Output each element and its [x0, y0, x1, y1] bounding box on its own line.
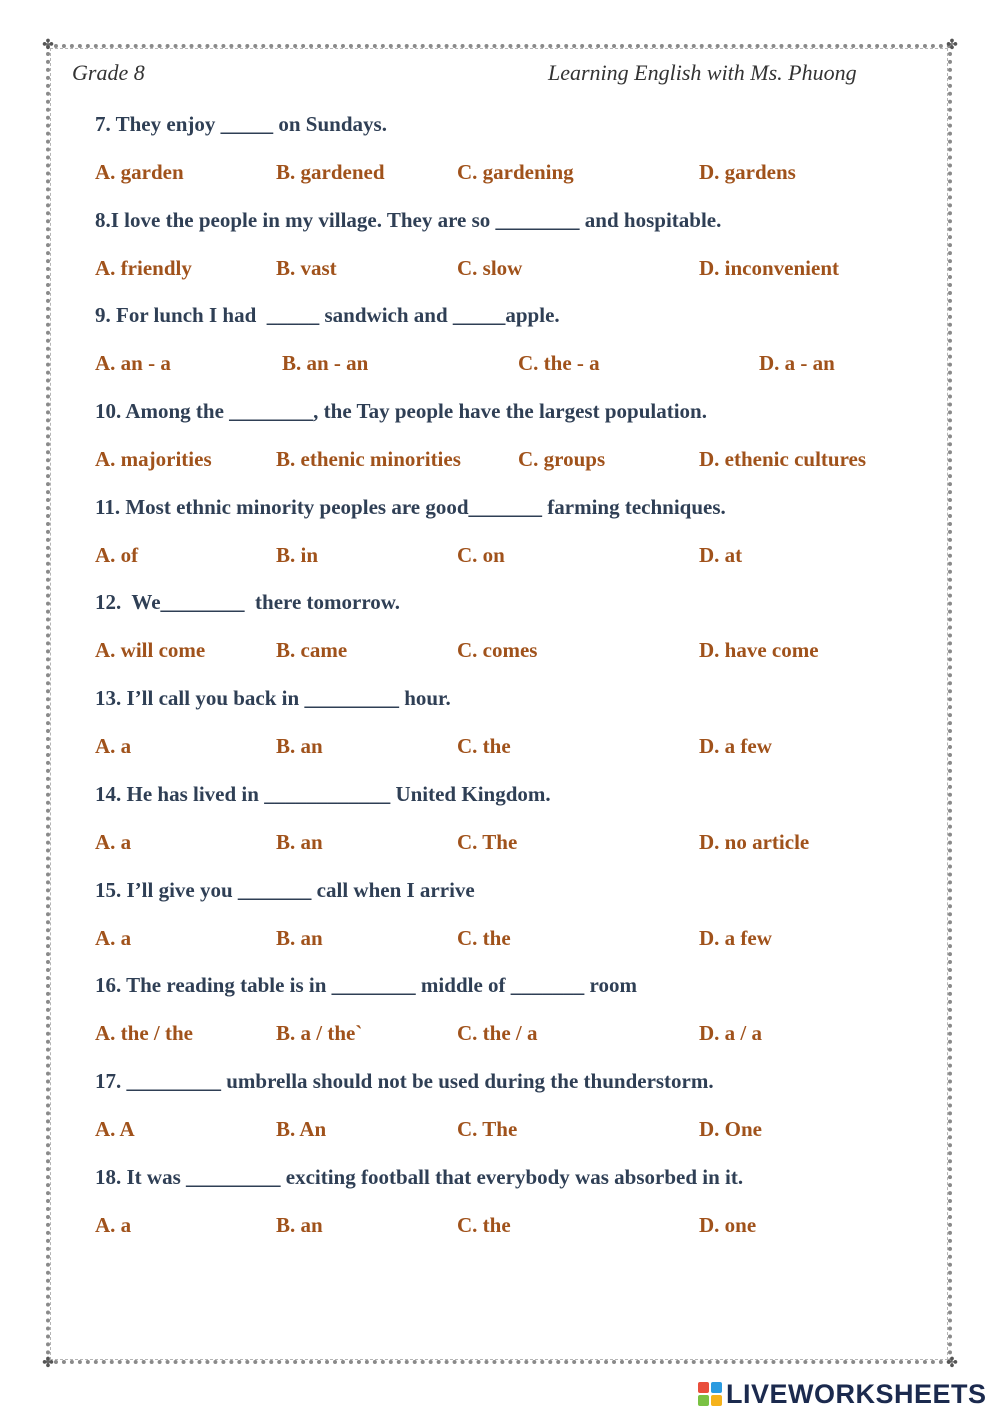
- option-c[interactable]: C. The: [457, 829, 518, 854]
- option-c[interactable]: C. slow: [457, 255, 523, 280]
- option-c[interactable]: C. The: [457, 1116, 518, 1141]
- question-18: [95, 1161, 915, 1257]
- question-text: 13. I’ll call you back in _________ hour.: [95, 686, 451, 711]
- question-12: [95, 586, 915, 682]
- logo-tile: [698, 1395, 709, 1406]
- logo-tile: [698, 1382, 709, 1393]
- option-c[interactable]: C. the: [457, 1212, 511, 1237]
- question-7: [95, 108, 915, 204]
- question-11: [95, 491, 915, 587]
- option-b[interactable]: B. gardened: [276, 160, 385, 184]
- question-list: [95, 108, 915, 1256]
- option-d[interactable]: D. gardens: [699, 160, 796, 184]
- option-b[interactable]: B. ethenic minorities: [276, 447, 461, 472]
- option-c[interactable]: C. the / a: [457, 1021, 538, 1046]
- option-d[interactable]: D. a few: [699, 925, 772, 950]
- option-a[interactable]: A. a: [95, 734, 132, 759]
- question-14: [95, 778, 915, 874]
- option-a[interactable]: A. an - a: [95, 351, 171, 376]
- option-b[interactable]: B. an: [276, 1212, 323, 1237]
- question-text: 9. For lunch I had _____ sandwich and _____apple.: [95, 303, 560, 328]
- question-text: 14. He has lived in ____________ United Kingdom.: [95, 781, 551, 806]
- option-d[interactable]: D. have come: [699, 638, 819, 663]
- question-15: [95, 874, 915, 970]
- question-13: [95, 682, 915, 778]
- option-c[interactable]: C. the - a: [518, 351, 600, 376]
- question-9: [95, 299, 915, 395]
- option-a[interactable]: A. a: [95, 925, 132, 950]
- option-d[interactable]: D. One: [699, 1116, 762, 1141]
- option-b[interactable]: B. vast: [276, 255, 337, 280]
- question-8: [95, 204, 915, 300]
- option-b[interactable]: B. an: [276, 734, 323, 759]
- option-c[interactable]: C. gardening: [457, 160, 574, 184]
- logo-text: LIVEWORKSHEETS: [726, 1378, 987, 1409]
- option-d[interactable]: D. ethenic cultures: [699, 447, 867, 472]
- question-text: 16. The reading table is in ________ middle of _______ room: [95, 973, 637, 998]
- option-b[interactable]: B. an: [276, 829, 323, 854]
- option-b[interactable]: B. an - an: [282, 351, 369, 376]
- option-b[interactable]: B. An: [276, 1116, 327, 1141]
- option-a[interactable]: A. garden: [95, 160, 184, 184]
- option-a[interactable]: A. a: [95, 1212, 132, 1237]
- option-a[interactable]: A. majorities: [95, 447, 212, 472]
- option-a[interactable]: A. friendly: [95, 255, 192, 280]
- option-a[interactable]: A. the / the: [95, 1021, 193, 1046]
- option-d[interactable]: D. inconvenient: [699, 255, 840, 280]
- question-text: 10. Among the ________, the Tay people have the largest population.: [95, 399, 707, 424]
- option-b[interactable]: B. came: [276, 638, 348, 663]
- question-16: [95, 969, 915, 1065]
- option-c[interactable]: C. comes: [457, 638, 538, 663]
- option-a[interactable]: A. will come: [95, 638, 206, 663]
- option-a[interactable]: A. of: [95, 542, 139, 567]
- question-text: 18. It was _________ exciting football that everybody was absorbed in it.: [95, 1164, 744, 1189]
- option-d[interactable]: D. at: [699, 542, 743, 567]
- option-b[interactable]: B. an: [276, 925, 323, 950]
- option-c[interactable]: C. groups: [518, 447, 606, 472]
- question-text: 15. I’ll give you _______ call when I arrive: [95, 877, 475, 902]
- logo-tile: [711, 1395, 722, 1406]
- option-b[interactable]: B. a / the`: [276, 1021, 363, 1046]
- corner-ornament-icon: ✤: [946, 1356, 958, 1371]
- question-text: 12. We________ there tomorrow.: [95, 590, 401, 615]
- option-c[interactable]: C. on: [457, 542, 505, 567]
- liveworksheets-logo: [698, 1380, 987, 1408]
- question-text: 17. _________ umbrella should not be used during the thunderstorm.: [95, 1068, 714, 1093]
- corner-ornament-icon: ✤: [42, 38, 54, 53]
- option-c[interactable]: C. the: [457, 734, 511, 759]
- option-c[interactable]: C. the: [457, 925, 511, 950]
- option-d[interactable]: D. no article: [699, 829, 810, 854]
- option-d[interactable]: D. one: [699, 1212, 757, 1237]
- question-10: [95, 395, 915, 491]
- question-text: 7. They enjoy _____ on Sundays.: [95, 112, 387, 136]
- option-d[interactable]: D. a - an: [759, 351, 835, 376]
- option-b[interactable]: B. in: [276, 542, 319, 567]
- question-text: 11. Most ethnic minority peoples are good_______ farming techniques.: [95, 494, 726, 519]
- question-text: 8.I love the people in my village. They are so ________ and hospitable.: [95, 207, 722, 232]
- teacher-label: Learning English with Ms. Phuong: [548, 60, 857, 85]
- option-d[interactable]: D. a few: [699, 734, 772, 759]
- option-d[interactable]: D. a / a: [699, 1021, 762, 1046]
- logo-tile: [711, 1382, 722, 1393]
- corner-ornament-icon: ✤: [42, 1356, 54, 1371]
- liveworksheets-icon: [698, 1382, 722, 1406]
- option-a[interactable]: A. A: [95, 1116, 135, 1141]
- question-17: [95, 1065, 915, 1161]
- option-a[interactable]: A. a: [95, 829, 132, 854]
- corner-ornament-icon: ✤: [946, 38, 958, 53]
- grade-label: Grade 8: [72, 60, 145, 85]
